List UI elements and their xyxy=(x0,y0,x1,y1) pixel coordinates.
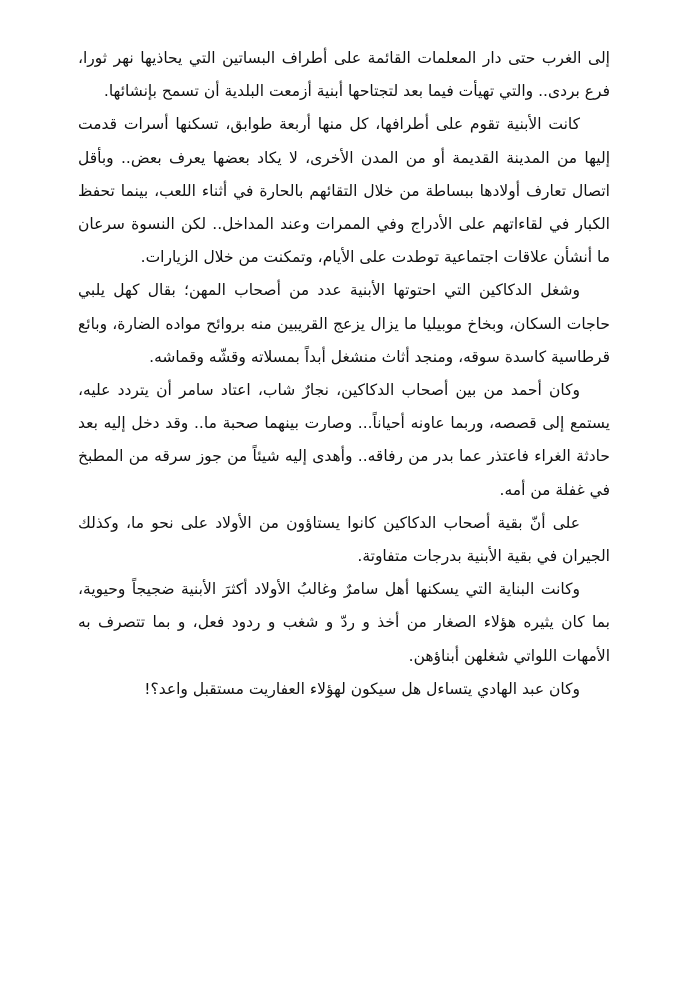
paragraph: إلى الغرب حتى دار المعلمات القائمة على أطراف البساتين التي يحاذيها نهر ثورا، فرع بردى.. والتي تهيأت فيما بعد لتجتاحها أبنية أزمعت البلدية أن تسمح بإنشائها. xyxy=(78,49,610,101)
paragraph: كانت الأبنية تقوم على أطرافها، كل منها أربعة طوابق، تسكنها أسرات قدمت إليها من المدينة القديمة أو من المدن الأخرى، لا يكاد بعضها يعرف بعض.. وبأقل اتصال تعارف أولادها ببساطة من خلال التقائهم بالحارة في أثناء اللعب، بينما تحفظ الكبار في لقاءاتهم على الأدراج وفي الممرات وعند المداخل.. لكن النسوة سرعان ما أنشأن علاقات اجتماعية توطدت على الأيام، وتمكنت من خلال الزيارات. xyxy=(78,115,610,267)
paragraph: على أنّ بقية أصحاب الدكاكين كانوا يستاؤون من الأولاد على نحو ما، وكذلك الجيران في بقية الأبنية بدرجات متفاوتة. xyxy=(78,513,610,566)
document-page xyxy=(78,42,610,706)
paragraph: وكانت البناية التي يسكنها أهل سامرٌ وغالبُ الأولاد أكثرَ الأبنية ضجيجاً وحيوية، بما كان يثيره هؤلاء الصغار من أخذ و ردّ و شغب و ردود فعل، و بما تتصرف به الأمهات اللواتي شغلهن أبناؤهن. xyxy=(78,580,610,665)
paragraph: وكان عبد الهادي يتساءل هل سيكون لهؤلاء العفاريت مستقبل واعد؟! xyxy=(144,679,580,698)
paragraph: وكان أحمد من بين أصحاب الدكاكين، نجارٌ شاب، اعتاد سامر أن يتردد عليه، يستمع إلى قصصه، وربما عاونه أحياناً... وصارت بينهما صحبة ما.. وقد دخل إليه بعد حادثة الغراء فاعتذر عما بدر من رفاقه.. وأهدى إليه شيئاً من جوز سرقه من المطبخ في غفلة من أمه. xyxy=(78,381,610,499)
paragraph: وشغل الدكاكين التي احتوتها الأبنية عدد من أصحاب المهن؛ بقال كهل يلبي حاجات السكان، وبخاخ موبيليا ما يزال يزعج القريبين منه بروائح مواده الضارة، وبائع قرطاسية كاسدة سوقه، ومنجد أثاث منشغل أبداً بمسلاته وقشّه وقماشه. xyxy=(78,281,610,366)
